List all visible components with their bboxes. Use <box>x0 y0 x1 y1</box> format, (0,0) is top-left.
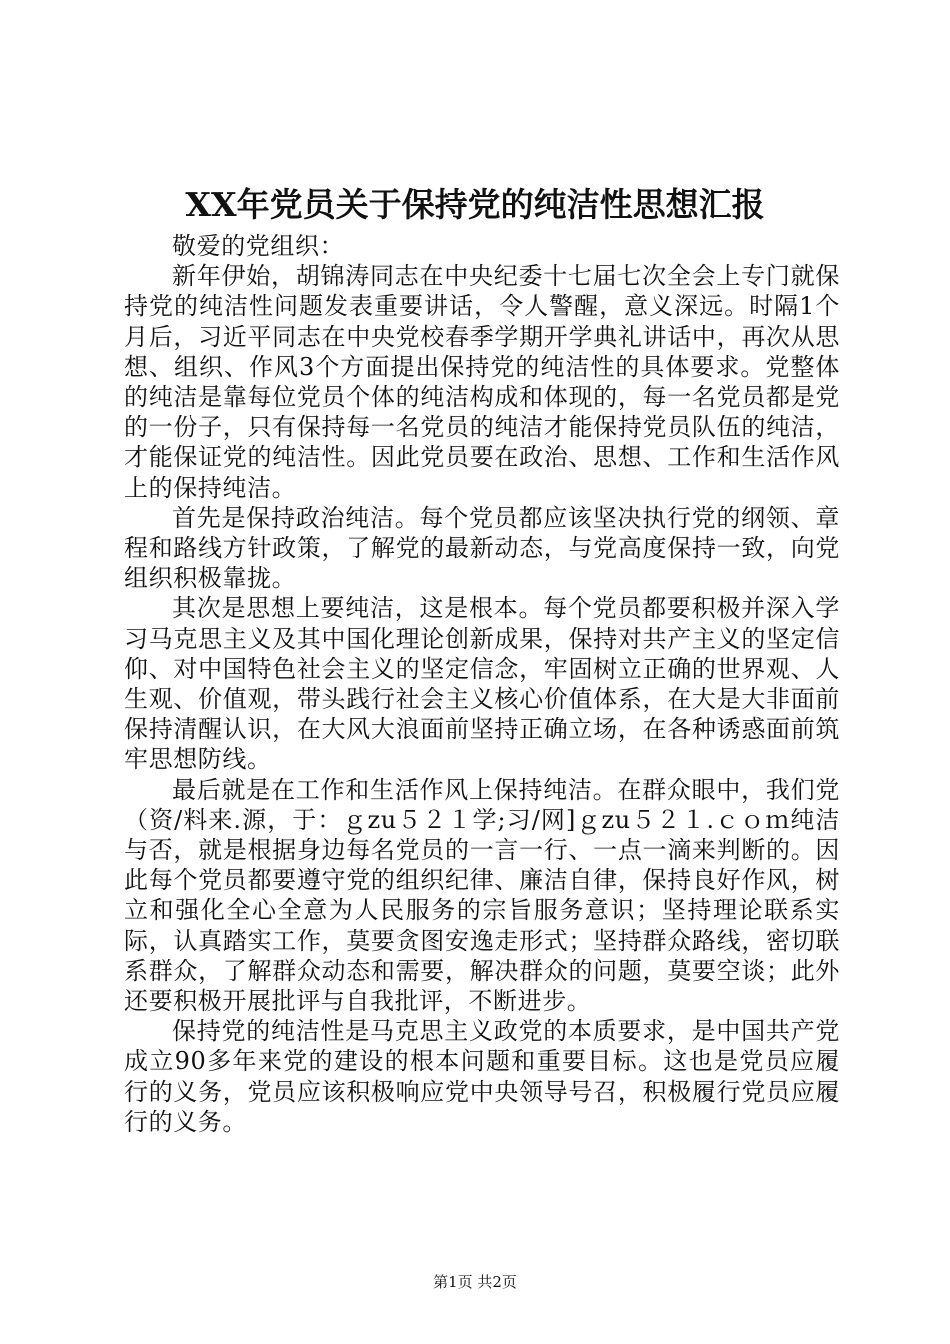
document-title: XX年党员关于保持党的纯洁性思想汇报 <box>185 185 765 224</box>
paragraph-conclusion: 保持党的纯洁性是马克思主义政党的本质要求，是中国共产党成立90多年来党的建设的根本问题和重要目标。这也是党员应履行的义务，党员应该积极响应党中央领导号召，积极履行党员应履行的义务。 <box>124 1017 840 1136</box>
paragraph-work-style-purity: 最后就是在工作和生活作风上保持纯洁。在群众眼中，我们党（资/料来.源，于：ｇzu５２１学;习/网]ｇzu５２１.ｃｏｍ纯洁与否，就是根据身边每名党员的一言一行、一点一滴来判断的。因此每个党员都要遵守党的组织纪律、廉洁自律，保持良好作风，树立和强化全心全意为人民服务的宗旨服务意识；坚持理论联系实际，认真踏实工作，莫要贪图安逸走形式；坚持群众路线，密切联系群众，了解群众动态和需要，解决群众的问题，莫要空谈；此外还要积极开展批评与自我批评，不断进步。 <box>124 775 840 1016</box>
paragraph-intro: 新年伊始，胡锦涛同志在中央纪委十七届七次全会上专门就保持党的纯洁性问题发表重要讲话，令人警醒，意义深远。时隔1个月后，习近平同志在中央党校春季学期开学典礼讲话中，再次从思想、组织、作风3个方面提出保持党的纯洁性的具体要求。党整体的纯洁是靠每位党员个体的纯洁构成和体现的，每一名党员都是党的一份子，只有保持每一名党员的纯洁才能保持党员队伍的纯洁，才能保证党的纯洁性。因此党员要在政治、思想、工作和生活作风上的保持纯洁。 <box>124 262 840 502</box>
page-number-footer: 第1页 共2页 <box>433 1273 517 1291</box>
paragraph-political-purity: 首先是保持政治纯洁。每个党员都应该坚决执行党的纲领、章程和路线方针政策，了解党的最新动态，与党高度保持一致，向党组织积极靠拢。 <box>124 503 840 593</box>
document-body <box>124 231 840 1137</box>
salutation: 敬爱的党组织： <box>172 232 345 260</box>
paragraph-ideological-purity: 其次是思想上要纯洁，这是根本。每个党员都要积极并深入学习马克思主义及其中国化理论创新成果，保持对共产主义的坚定信仰、对中国特色社会主义的坚定信念，牢固树立正确的世界观、人生观、价值观，带头践行社会主义核心价值体系，在大是大非面前保持清醒认识，在大风大浪面前坚持正确立场，在各种诱惑面前筑牢思想防线。 <box>124 594 840 774</box>
